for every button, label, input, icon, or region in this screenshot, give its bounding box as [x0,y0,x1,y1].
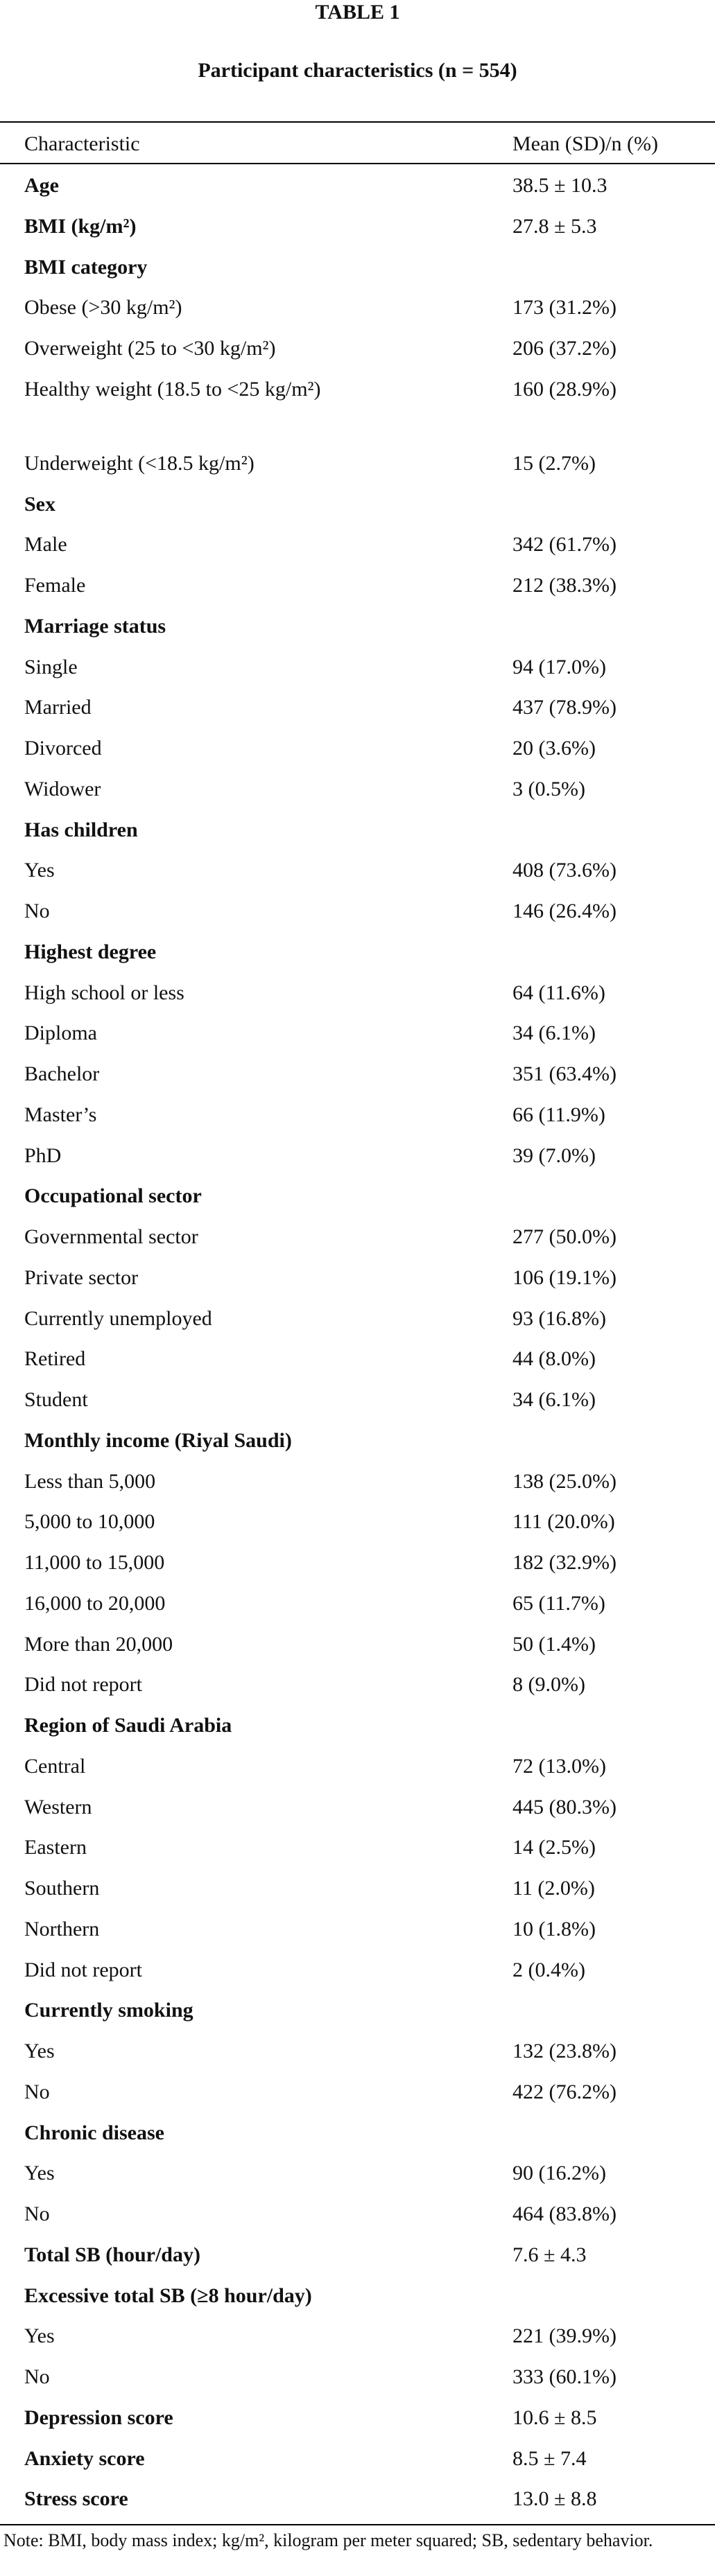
table-row [0,972,715,1013]
table-row [0,686,715,727]
row-characteristic: Yes [24,2162,55,2185]
row-value: 8 (9.0%) [512,1673,585,1697]
row-value: 212 (38.3%) [512,574,617,597]
table-row [0,1989,715,2030]
table-header-row [0,123,715,163]
table-row [0,849,715,890]
row-characteristic: Anxiety score [24,2446,145,2470]
table-row [0,442,715,483]
table-row [0,2071,715,2112]
table-row [0,1175,715,1216]
row-characteristic: Yes [24,859,55,882]
row-value: 34 (6.1%) [512,1388,596,1411]
row-characteristic: Governmental sector [24,1225,198,1248]
row-characteristic: Married [24,696,92,719]
table-row [0,646,715,687]
row-value: 20 (3.6%) [512,737,596,760]
row-value: 64 (11.6%) [512,981,605,1004]
table-row [0,205,715,246]
table-note: Note: BMI, body mass index; kg/m², kilogram per meter squared; SB, sedentary behavior. [3,2530,653,2550]
row-characteristic: Did not report [24,1958,142,1981]
row-value: 8.5 ± 7.4 [512,2446,587,2470]
row-characteristic: No [24,2080,50,2103]
row-value: 445 (80.3%) [512,1795,617,1819]
table-row [0,1012,715,1053]
row-characteristic: Eastern [24,1836,87,1859]
table-row [0,890,715,931]
table-row [0,1745,715,1786]
header-characteristic: Characteristic [24,132,140,155]
row-characteristic: BMI category [24,255,148,279]
row-characteristic: Private sector [24,1265,139,1289]
row-value: 2 (0.4%) [512,1958,585,1981]
table-row [0,2112,715,2153]
table-row [0,1134,715,1175]
row-value: 408 (73.6%) [512,859,617,882]
row-characteristic: Marriage status [24,614,166,638]
row-value: 27.8 ± 5.3 [512,214,597,238]
row-characteristic: Bachelor [24,1062,100,1085]
table-row [0,605,715,646]
row-value: 7.6 ± 4.3 [512,2243,587,2266]
row-characteristic: 5,000 to 10,000 [24,1510,155,1534]
table-row [0,1216,715,1256]
table-caption: Participant characteristics (n = 554) [198,59,517,82]
table-row [0,1949,715,1990]
row-value: 50 (1.4%) [512,1632,596,1656]
row-characteristic: Obese (>30 kg/m²) [24,296,182,319]
row-characteristic: Region of Saudi Arabia [24,1714,232,1737]
table-row [0,1053,715,1094]
row-value: 10.6 ± 8.5 [512,2406,597,2429]
row-value: 15 (2.7%) [512,451,596,475]
row-value: 422 (76.2%) [512,2080,617,2103]
table-row [0,931,715,972]
table-row [0,483,715,524]
row-value: 464 (83.8%) [512,2202,617,2225]
table-row [0,368,715,442]
row-characteristic: Depression score [24,2406,173,2429]
header-mean-sd-n: Mean (SD)/n (%) [512,132,658,155]
table-row [0,2315,715,2356]
row-characteristic: More than 20,000 [24,1632,173,1656]
table-row [0,1460,715,1501]
row-characteristic: No [24,900,50,922]
table-row [0,1297,715,1338]
table-row [0,727,715,768]
row-characteristic: Retired [24,1347,86,1371]
row-characteristic: Age [24,174,59,197]
row-value: 11 (2.0%) [512,1877,595,1900]
row-characteristic: Overweight (25 to <30 kg/m²) [24,337,276,360]
table-row [0,1094,715,1134]
row-characteristic: Western [24,1795,92,1819]
row-value: 206 (37.2%) [512,337,617,360]
row-value: 44 (8.0%) [512,1347,596,1371]
table-row [0,1338,715,1378]
row-characteristic: No [24,2365,50,2388]
row-value: 94 (17.0%) [512,655,606,678]
row-characteristic: Yes [24,2324,55,2348]
row-value: 90 (16.2%) [512,2162,606,2185]
table-row [0,2234,715,2275]
table-row [0,2152,715,2193]
row-characteristic: Stress score [24,2487,128,2511]
row-characteristic: Master’s [24,1103,97,1126]
table-row [0,1582,715,1623]
row-characteristic: Has children [24,818,138,841]
table-row [0,164,715,205]
row-value: 342 (61.7%) [512,533,617,557]
row-characteristic: Yes [24,2040,55,2062]
row-value: 437 (78.9%) [512,696,617,719]
row-characteristic: Did not report [24,1673,142,1697]
row-value: 34 (6.1%) [512,1022,596,1045]
row-characteristic: Central [24,1754,86,1778]
row-value: 66 (11.9%) [512,1103,605,1126]
row-characteristic: Student [24,1388,88,1411]
row-value: 160 (28.9%) [512,377,617,401]
table-row [0,1419,715,1460]
table-label: TABLE 1 [315,1,400,24]
row-value: 3 (0.5%) [512,777,585,800]
table-row [0,1908,715,1949]
row-value: 221 (39.9%) [512,2324,617,2348]
table-row [0,2478,715,2518]
row-characteristic: Highest degree [24,940,157,963]
row-characteristic: Currently smoking [24,1999,193,2022]
row-value: 146 (26.4%) [512,900,617,922]
row-characteristic: Healthy weight (18.5 to <25 kg/m²) [24,377,321,401]
row-characteristic: Total SB (hour/day) [24,2243,200,2266]
row-characteristic: High school or less [24,981,184,1004]
row-characteristic: Female [24,574,86,597]
table-row [0,1623,715,1664]
row-characteristic: Widower [24,777,101,800]
table-row [0,2397,715,2437]
table-row [0,768,715,809]
table-row [0,1541,715,1582]
row-value: 106 (19.1%) [512,1265,617,1289]
row-value: 38.5 ± 10.3 [512,174,608,197]
table-row [0,1500,715,1541]
table-row [0,286,715,327]
row-characteristic: Sex [24,492,55,516]
row-value: 277 (50.0%) [512,1225,617,1248]
row-characteristic: Monthly income (Riyal Saudi) [24,1428,292,1452]
row-characteristic: BMI (kg/m²) [24,214,137,238]
table-row [0,1704,715,1745]
row-characteristic: Single [24,655,78,678]
row-characteristic: Diploma [24,1022,97,1045]
table-row [0,1663,715,1704]
table-row [0,2437,715,2478]
row-value: 72 (13.0%) [512,1754,606,1778]
row-value: 138 (25.0%) [512,1469,617,1493]
row-characteristic: Currently unemployed [24,1306,212,1330]
table-row [0,1786,715,1827]
row-value: 39 (7.0%) [512,1144,596,1167]
row-characteristic: Excessive total SB (≥8 hour/day) [24,2284,312,2307]
row-value: 182 (32.9%) [512,1551,617,1574]
table-row [0,2193,715,2234]
row-value: 65 (11.7%) [512,1591,605,1615]
table-row [0,246,715,287]
table-row [0,809,715,850]
row-characteristic: Southern [24,1877,100,1900]
table-row [0,564,715,605]
table-row [0,2275,715,2315]
row-value: 132 (23.8%) [512,2040,617,2062]
row-characteristic: No [24,2202,50,2225]
table-row [0,1256,715,1297]
table-row [0,327,715,368]
table-row [0,2356,715,2397]
table-body [0,164,715,2518]
row-value: 93 (16.8%) [512,1306,606,1330]
table-row [0,523,715,564]
row-characteristic: Underweight (<18.5 kg/m²) [24,451,255,475]
table-row [0,1867,715,1908]
row-value: 173 (31.2%) [512,296,617,319]
row-characteristic: Occupational sector [24,1184,202,1208]
row-value: 351 (63.4%) [512,1062,617,1085]
table-row [0,2030,715,2071]
row-value: 333 (60.1%) [512,2365,617,2388]
row-characteristic: 11,000 to 15,000 [24,1551,165,1574]
row-characteristic: Less than 5,000 [24,1469,156,1493]
row-characteristic: Chronic disease [24,2121,164,2144]
row-characteristic: PhD [24,1144,62,1167]
row-characteristic: 16,000 to 20,000 [24,1591,166,1615]
row-value: 14 (2.5%) [512,1836,596,1859]
row-value: 111 (20.0%) [512,1510,615,1534]
table-row [0,1826,715,1867]
table-row [0,1378,715,1419]
row-value: 13.0 ± 8.8 [512,2487,597,2511]
bottom-rule [0,2524,715,2525]
row-characteristic: Divorced [24,737,102,760]
row-characteristic: Northern [24,1917,100,1940]
row-value: 10 (1.8%) [512,1917,596,1940]
row-characteristic: Male [24,533,67,557]
